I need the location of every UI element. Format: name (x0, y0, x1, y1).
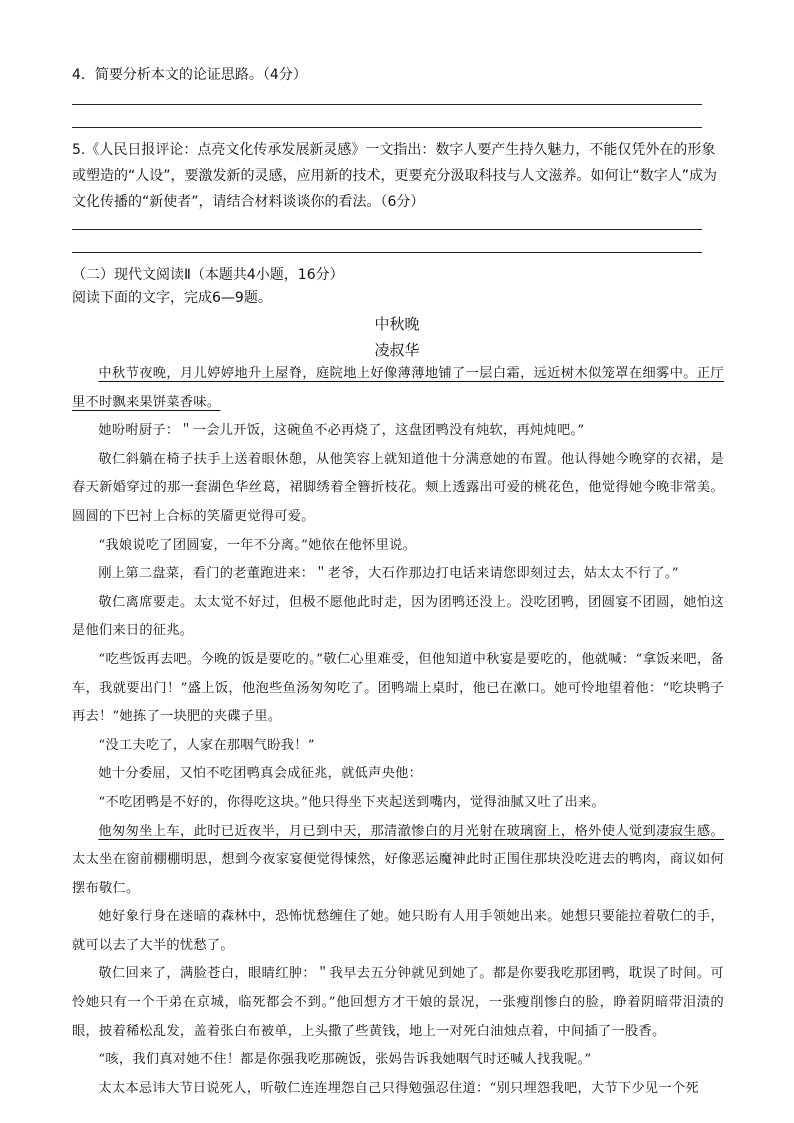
paragraph: 敬仁离席要走。太太觉不好过，但极不愿他此时走，因为团鸭还没上。没吃团鸭，团圆宴不团圆，她怕这是他们来日的征兆。 (72, 594, 724, 639)
paragraph (72, 818, 724, 904)
answer-line (72, 252, 702, 253)
paragraph: 刚上第二盘菜，看门的老董跑进来：＂老爷，大石作那边打电话来请您即刻过去，姑太太不行了。” (98, 566, 679, 582)
answer-line (72, 229, 702, 230)
paragraph: 她吩咐厨子：＂一会儿开饭，这碗鱼不必再烧了，这盘团鸭没有炖软，再炖炖吧。” (98, 423, 585, 439)
paragraph: 她十分委屈，又怕不吃团鸭真会成征兆，就低声央他： (98, 766, 423, 782)
article-title: 中秋晚 (374, 315, 420, 333)
answer-line (72, 127, 702, 128)
answer-line (72, 104, 702, 105)
paragraph: 敬仁斜躺在椅子扶手上送着眼休憩，从他笑容上就知道他十分满意她的布置。他认得她今晚穿的衣裙，是春天新婚穿过的那一套湖色华丝葛，裙脚绣着全簪折枝花。颊上透露出可爱的桃花色，他觉得她今晚非常美。圆圆的下巴衬上合标的笑靥更觉得可爱。 (72, 451, 724, 524)
underlined-sentence: 他匆匆坐上车，此时已近夜半，月已到中天，那清澈惨白的月光射在玻璃窗上，格外使人觉到凄寂生感。 (98, 823, 724, 839)
paragraph: “咳，我们真对她不住！都是你强我吃那碗饭，张妈告诉我她咽气时还喊人找我呢。” (98, 1052, 592, 1068)
question-4: 4．简要分析本文的论证思路。（4分） (72, 67, 307, 83)
paragraph: “没工夫吃了，人家在那咽气盼我！” (98, 737, 315, 753)
article-body (72, 360, 724, 1103)
article-author: 凌叔华 (374, 341, 420, 359)
question-5: 5.《人民日报评论：点亮文化传承发展新灵感》一文指出：数字人要产生持久魅力，不能仅凭外在的形象或塑造的“人设”，要激发新的灵感，应用新的技术，更要充分汲取科技与人文滋养。如何让“数字人”成为文化传播的“新使者”，请结合材料谈谈你的看法。（6分） (72, 142, 718, 210)
underlined-sentence: 中秋节夜晚，月儿婷婷地升上屋脊，庭院地上好像薄薄地铺了一层白霜，远近树木似笼罩在细雾中。正厅里不时飘来果饼菜香味。 (72, 366, 724, 410)
paragraph: 敬仁回来了，满脸苍白，眼睛红肿：＂我早去五分钟就见到她了。都是你要我吃那团鸭，耽误了时间。可怜她只有一个干弟在京城，临死都会不到。”他回想方才干娘的景况，一张瘦削惨白的脸，睁着阴暗带泪渍的眼，披着稀松乱发，盖着张白布被单，上头撒了些黄钱，地上一对死白油烛点着，中间插了一股香。 (72, 966, 724, 1039)
paragraph-continuation: 太太坐在窗前棚棚明思，想到今夜家宴便觉得悚然，好像恶运魔神此时正围住那块没吃进去的鸭肉，商议如何摆布敬仁。 (72, 852, 724, 896)
section-instruction: 阅读下面的文字，完成6—9题。 (72, 290, 272, 306)
paragraph: 太太本忌讳大节日说死人，听敬仁连连埋怨自己只得勉强忍住道：“别只埋怨我吧，大节下少见一个死 (98, 1080, 699, 1096)
paragraph: 她好象行身在迷暗的森林中，恐怖忧愁缠住了她。她只盼有人用手领她出来。她想只要能拉着敬仁的手，就可以去了大半的忧愁了。 (72, 909, 724, 953)
paragraph (72, 360, 724, 417)
paragraph: “不吃团鸭是不好的，你得吃这块。”他只得坐下夹起送到嘴内，觉得油腻又吐了出来。 (98, 794, 605, 810)
paragraph: “我娘说吃了团圆宴，一年不分离。”她依在他怀里说。 (98, 537, 417, 553)
paragraph: “吃些饭再去吧。今晚的饭是要吃的。”敬仁心里难受，但他知道中秋宴是要吃的，他就喊：“拿饭来吧，备车，我就要出门！”盛上饭，他泡些鱼汤匆匆吃了。团鸭端上桌时，他已在漱口。她可怜地望着他：“吃块鸭子再去！”她拣了一块肥的夹碟子里。 (72, 651, 724, 725)
section-heading: （二）现代文阅读Ⅱ（本题共4小题，16分） (72, 267, 344, 283)
